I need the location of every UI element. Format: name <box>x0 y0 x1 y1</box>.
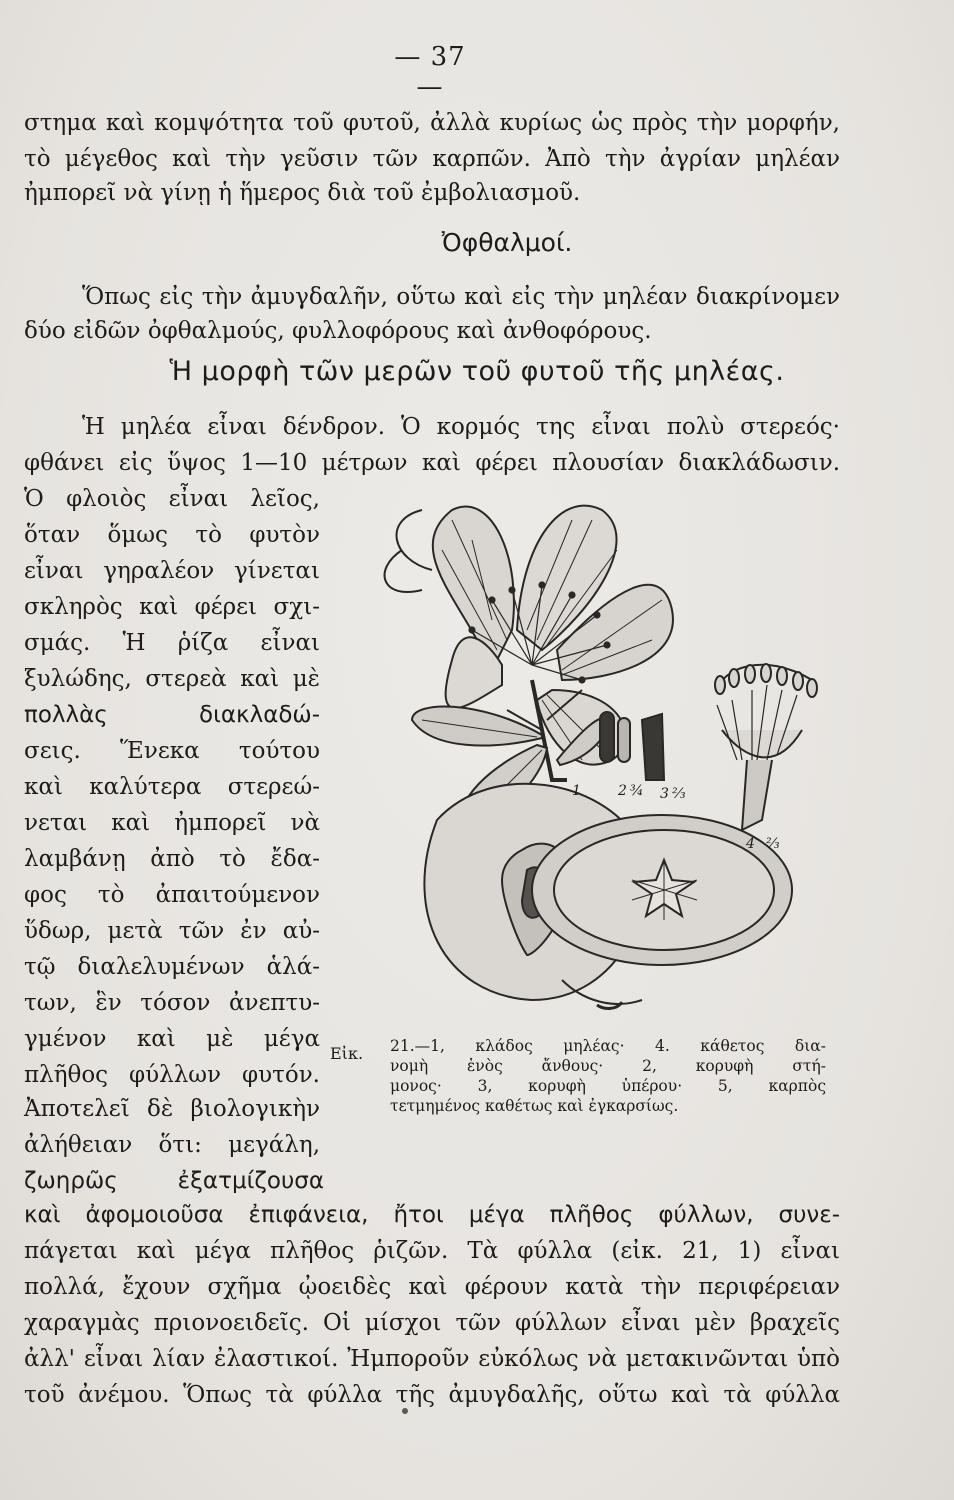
column-line: καὶ καλύτερα στερεώ- <box>24 774 320 800</box>
column-line: ἀλήθειαν ὅτι: μεγάλη, <box>24 1132 320 1158</box>
section-heading-eyes: Ὀφθαλμοί. <box>441 228 573 257</box>
column-line: φος τὸ ἀπαιτούμενον <box>24 882 320 908</box>
text-line: Ὅπως εἰς τὴν ἀμυγδαλῆν, οὕτω καὶ εἰς τὴν μηλέαν διακρίνομεν <box>82 284 840 310</box>
section-heading-form: Ἡ μορφὴ τῶν μερῶν τοῦ φυτοῦ τῆς μηλέας. <box>169 356 785 387</box>
caption-line: μονος· 3, κορυφὴ ὑπέρου· 5, καρπὸς <box>390 1077 826 1095</box>
text-line: ἠμπορεῖ νὰ γίνῃ ἡ ἥμερος διὰ τοῦ ἐμβολιασμοῦ. <box>24 180 581 206</box>
figure-label: ⅔ <box>672 786 686 802</box>
column-line: σμάς. Ἡ ῥίζα εἶναι <box>24 630 320 656</box>
column-line: γμένον καὶ μὲ μέγα <box>24 1026 320 1052</box>
text-line: φθάνει εἰς ὕψος 1—10 μέτρων καὶ φέρει πλουσίαν διακλάδωσιν. <box>24 450 840 476</box>
text-line: πάγεται καὶ μέγα πλῆθος ῥιζῶν. Τὰ φύλλα (εἰκ. 21, 1) εἶναι <box>24 1238 840 1264</box>
apple-illustration <box>342 480 842 1020</box>
caption-line: 21.—1, κλάδος μηλέας· 4. κάθετος δια- <box>390 1037 826 1055</box>
column-line: ζωηρῶς ἐξατμίζουσα <box>24 1168 324 1194</box>
column-line: λαμβάνῃ ἀπὸ τὸ ἔδα- <box>24 846 320 872</box>
text-line: δύο εἰδῶν ὀφθαλμούς, φυλλοφόρους καὶ ἀνθοφόρους. <box>24 318 652 344</box>
column-line: ξυλώδης, στερεὰ καὶ μὲ <box>24 666 320 692</box>
text-line: στημα καὶ κομψότητα τοῦ φυτοῦ, ἀλλὰ κυρίως ὡς πρὸς τὴν μορφήν, <box>24 110 840 136</box>
caption-line: νομὴ ἑνὸς ἄνθους· 2, κορυφὴ στή- <box>390 1057 826 1075</box>
figure-label: 2 <box>618 783 627 799</box>
column-line: νεται καὶ ἠμπορεῖ νὰ <box>24 810 320 836</box>
column-line: ὕδωρ, μετὰ τῶν ἐν αὐ- <box>24 918 320 944</box>
text-line: χαραγμὰς πριονοειδεῖς. Οἱ μίσχοι τῶν φύλλων εἶναι μὲν βραχεῖς <box>24 1310 840 1336</box>
text-line: Ἡ μηλέα εἶναι δένδρον. Ὁ κορμός της εἶναι πολὺ στερεός· <box>82 414 840 440</box>
figure-label: 4 <box>746 836 755 852</box>
column-line: ὅταν ὅμως τὸ φυτὸν <box>24 522 320 548</box>
column-line: πλῆθος φύλλων φυτόν. <box>24 1062 320 1088</box>
figure-label: ⅔ <box>766 836 780 852</box>
column-line: σεις. Ἕνεκα τούτου <box>24 738 320 764</box>
column-line: Ἀποτελεῖ δὲ βιολογικὴν <box>24 1096 320 1122</box>
caption-label: Εἰκ. <box>330 1044 364 1063</box>
ink-spot <box>402 1408 408 1414</box>
text-line: καὶ ἀφομοιοῦσα ἐπιφάνεια, ἤτοι μέγα πλῆθος φύλλων, συνε- <box>24 1202 840 1228</box>
figure-label: 3 <box>660 786 669 802</box>
column-line: τῷ διαλελυμένων ἁλά- <box>24 954 320 980</box>
page-number: — 37 — <box>394 42 466 102</box>
text-line: τὸ μέγεθος καὶ τὴν γεῦσιν τῶν καρπῶν. Ἀπὸ τὴν ἀγρίαν μηλέαν <box>24 146 840 172</box>
text-line: πολλά, ἔχουν σχῆμα ᾠοειδὲς καὶ φέρουν κατὰ τὴν περιφέρειαν <box>24 1274 840 1300</box>
column-line: σκληρὸς καὶ φέρει σχι- <box>24 594 320 620</box>
column-line: Ὁ φλοιὸς εἶναι λεῖος, <box>24 486 320 512</box>
column-line: πολλὰς διακλαδώ- <box>24 702 320 728</box>
caption-line: τετμημένος καθέτως καὶ ἐγκαρσίως. <box>390 1097 679 1115</box>
figure-label: ¾ <box>630 783 644 799</box>
figure-label: 1 <box>572 783 581 799</box>
text-line: τοῦ ἀνέμου. Ὅπως τὰ φύλλα τῆς ἀμυγδαλῆς, οὕτω καὶ τὰ φύλλα <box>24 1382 840 1408</box>
text-line: ἀλλ' εἶναι λίαν ἐλαστικοί. Ἠμποροῦν εὐκόλως νὰ μετακινῶνται ὑπὸ <box>24 1346 840 1372</box>
column-line: των, ἓν τόσον ἀνεπτυ- <box>24 990 320 1016</box>
column-line: εἶναι γηραλέον γίνεται <box>24 558 320 584</box>
